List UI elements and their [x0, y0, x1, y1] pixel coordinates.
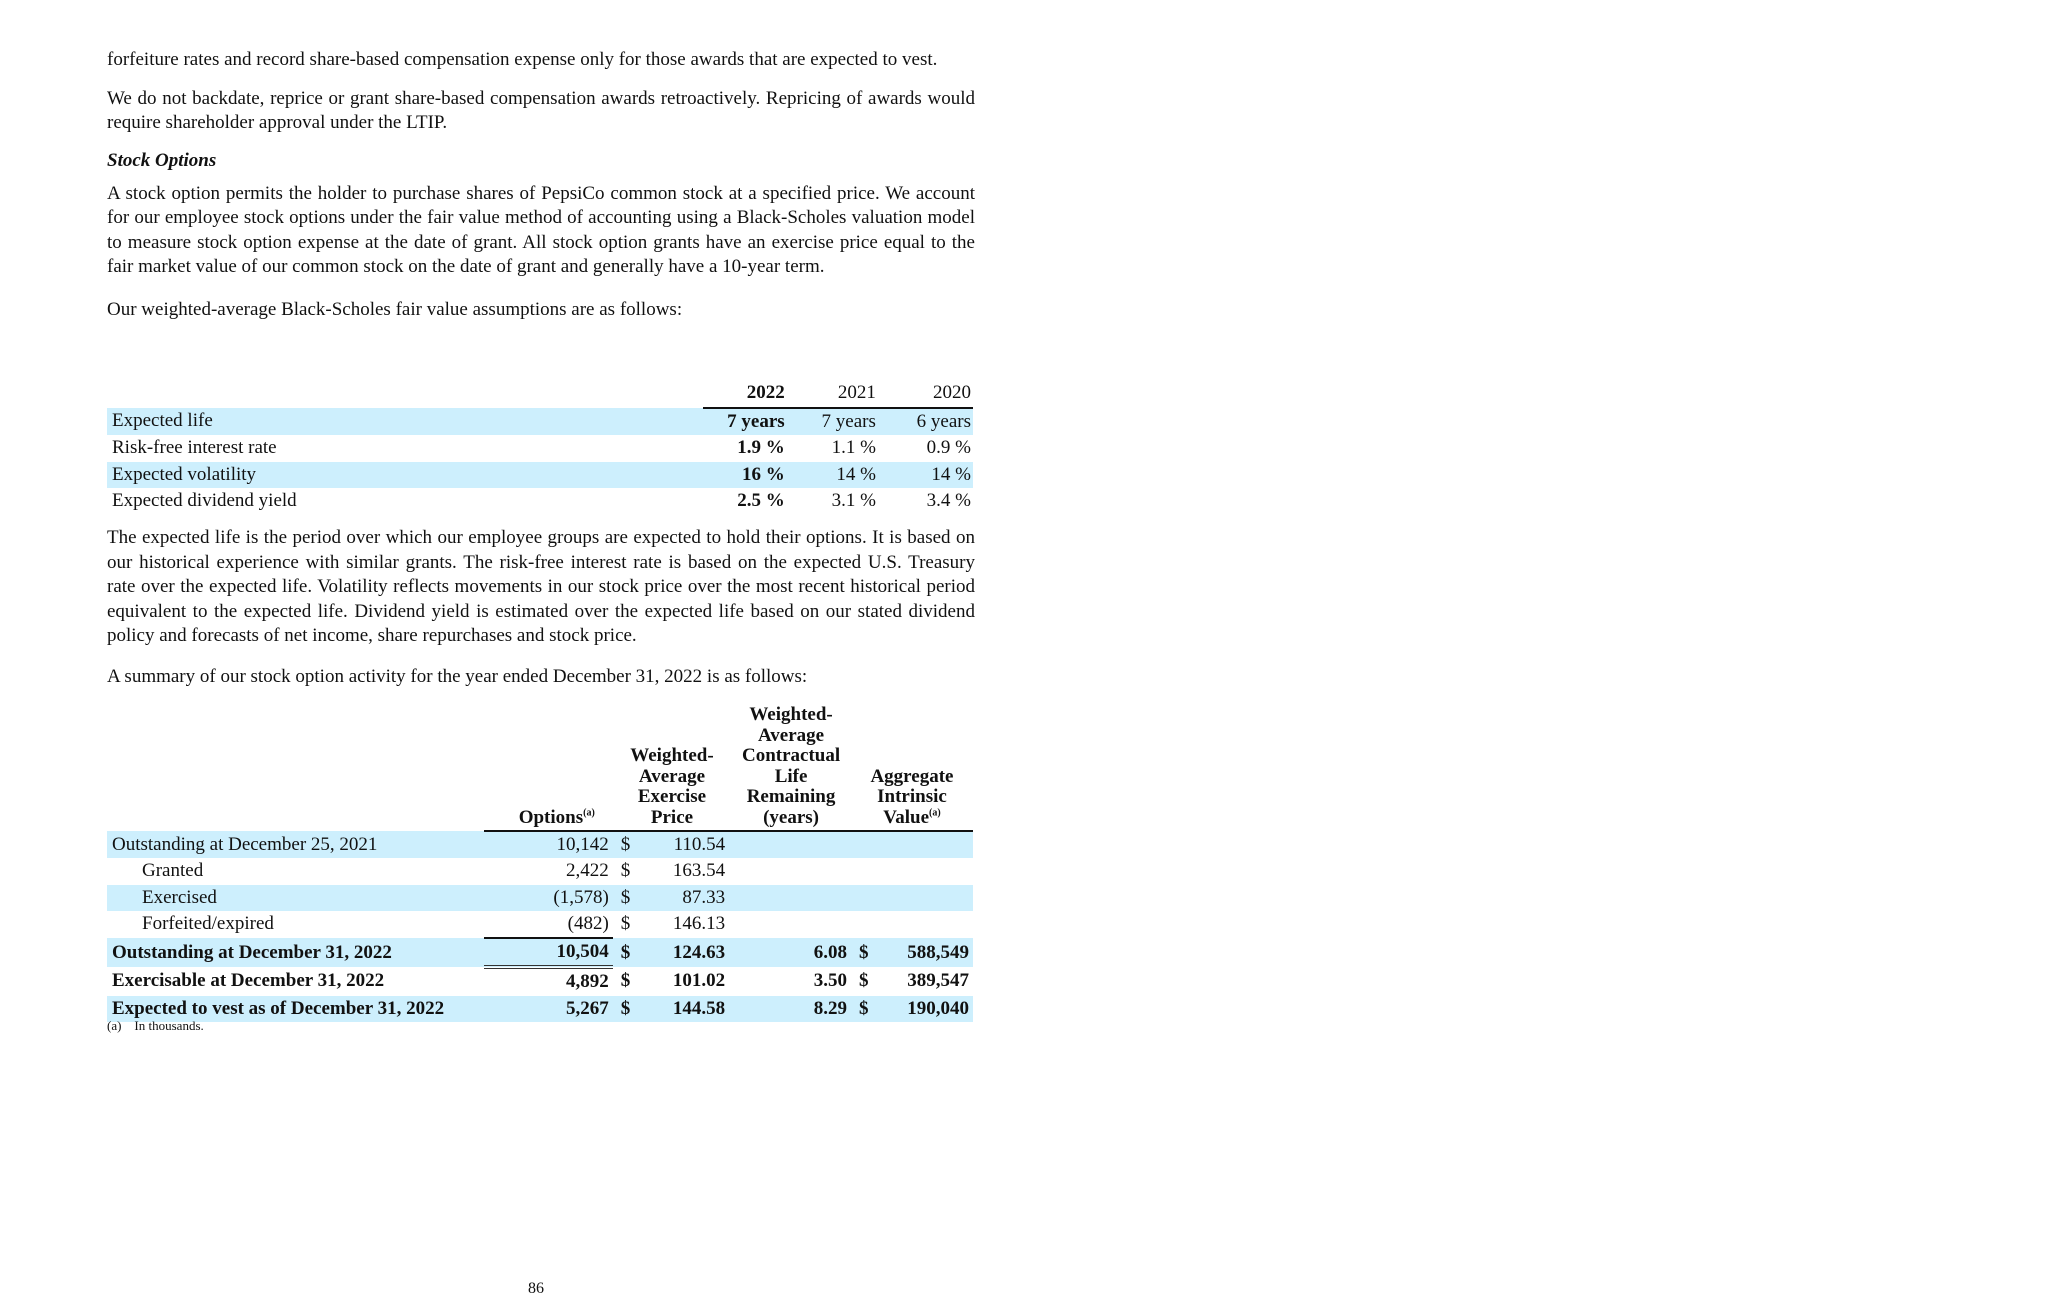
paragraph-forfeiture: forfeiture rates and record share-based compensation expense only for those awards that are expected to vest.	[107, 49, 938, 70]
dollar-sign: $	[620, 997, 631, 1019]
intrinsic-value	[882, 858, 973, 884]
value-2021: 1.1 %	[831, 437, 876, 458]
option-activity-table	[107, 705, 973, 1022]
header-2021: 2021	[789, 380, 876, 408]
dollar-sign: $	[620, 941, 631, 963]
header-2022: 2022	[703, 380, 788, 408]
intrinsic-value	[882, 911, 973, 938]
table-row	[107, 488, 973, 515]
exercise-price-value: 163.54	[672, 860, 726, 882]
dollar-sign: $	[858, 970, 869, 992]
row-label: Risk-free interest rate	[112, 437, 277, 458]
dollar-sign	[851, 831, 882, 858]
table-row	[107, 885, 973, 911]
dollar-sign	[851, 858, 882, 884]
value-2020: 3.4 %	[926, 490, 971, 511]
table-row	[107, 408, 973, 436]
assumptions-table	[107, 380, 973, 515]
options-value: 10,504	[484, 938, 612, 967]
options-value: 10,142	[556, 834, 609, 855]
intrinsic-value: 389,547	[907, 970, 969, 992]
assumptions-header-row	[107, 380, 973, 408]
life-value: 6.08	[813, 941, 847, 963]
life-value	[731, 911, 851, 938]
exercise-price-value: 110.54	[673, 834, 726, 855]
paragraph-repricing: We do not backdate, reprice or grant share-based compensation awards retroactively. Repricing of awards would require shareholder approval under the LTIP.	[107, 87, 975, 133]
table-row	[107, 938, 973, 967]
value-2021: 3.1 %	[831, 490, 876, 511]
life-value	[731, 831, 851, 858]
row-label: Expected volatility	[112, 463, 257, 485]
dollar-sign: $	[620, 860, 631, 882]
dollar-sign: $	[620, 913, 631, 935]
value-2021: 14 %	[836, 463, 876, 485]
table-row	[107, 831, 973, 858]
paragraph-stock-option-definition: A stock option permits the holder to purchase shares of PepsiCo common stock at a specified price. We account for our employee stock options under the fair value method of accounting using a Black-Scholes valuation model to measure stock option expense at the date of grant. All stock option grants have an exercise price equal to the fair market value of our common stock on the date of grant and generally have a 10-year term.	[107, 182, 975, 277]
value-2021: 7 years	[821, 410, 876, 432]
dollar-sign: $	[620, 970, 631, 992]
option-activity-header-row	[107, 705, 973, 831]
document-body	[107, 48, 975, 336]
dollar-sign	[851, 911, 882, 938]
row-label: Exercisable at December 31, 2022	[112, 970, 385, 992]
footnote: (a) In thousands.	[107, 1018, 204, 1033]
value-2020: 14 %	[931, 463, 971, 485]
document-body-middle	[107, 526, 975, 703]
page-number: 86	[528, 1280, 544, 1297]
row-label: Expected dividend yield	[112, 490, 297, 511]
row-label: Expected life	[112, 410, 213, 431]
dollar-sign	[851, 885, 882, 911]
exercise-price-value: 146.13	[672, 913, 726, 935]
dollar-sign: $	[620, 886, 631, 908]
exercise-price-value: 144.58	[672, 997, 726, 1019]
intrinsic-value: 588,549	[907, 941, 969, 963]
value-2020: 0.9 %	[926, 437, 971, 458]
life-value: 3.50	[813, 970, 847, 992]
table-row	[107, 967, 973, 995]
life-value: 8.29	[813, 997, 847, 1019]
dollar-sign: $	[858, 997, 869, 1019]
intrinsic-value	[882, 831, 973, 858]
row-label: Outstanding at December 31, 2022	[112, 941, 392, 963]
value-2020: 6 years	[916, 410, 971, 432]
options-value: 2,422	[566, 860, 609, 882]
header-options: Options$^{(a)}$	[484, 705, 612, 831]
row-label: Exercised	[142, 886, 217, 908]
options-value: 4,892	[566, 971, 609, 993]
paragraph-assumptions-intro: Our weighted-average Black-Scholes fair value assumptions are as follows:	[107, 298, 683, 320]
life-value	[731, 858, 851, 884]
options-value: 5,267	[566, 997, 609, 1019]
value-2022: 7 years	[727, 410, 785, 432]
intrinsic-value	[882, 885, 973, 911]
exercise-price-value: 124.63	[672, 941, 726, 963]
value-2022: 1.9 %	[737, 437, 785, 458]
life-value	[731, 885, 851, 911]
table-row	[107, 996, 973, 1022]
table-row	[107, 858, 973, 884]
dollar-sign: $	[620, 834, 631, 855]
paragraph-expected-life: The expected life is the period over which our employee groups are expected to hold their options. It is based on our historical experience with similar grants. The risk-free interest rate is based on the expected U.S. Treasury rate over the expected life. Volatility reflects movements in our stock price over the most recent historical period equivalent to the expected life. Dividend yield is estimated over the expected life based on our stated dividend policy and forecasts of net income, share repurchases and stock price.	[107, 527, 975, 646]
header-2020: 2020	[876, 380, 973, 408]
row-label: Forfeited/expired	[142, 913, 274, 935]
paragraph-option-activity-intro: A summary of our stock option activity for the year ended December 31, 2022 is as follows:	[107, 665, 808, 687]
table-row	[107, 435, 973, 462]
options-value: (1,578)	[553, 886, 609, 908]
row-label: Granted	[142, 860, 204, 882]
intrinsic-value: 190,040	[907, 997, 969, 1019]
section-heading-stock-options: Stock Options	[107, 149, 217, 171]
row-label: Expected to vest as of December 31, 2022	[112, 997, 445, 1019]
header-contractual-life: Weighted- Average Contractual Life Remaining (years)	[731, 705, 851, 831]
header-exercise-price: Weighted- Average Exercise Price	[613, 705, 731, 831]
exercise-price-value: 101.02	[672, 970, 726, 992]
dollar-sign: $	[858, 941, 869, 963]
exercise-price-value: 87.33	[682, 886, 726, 908]
row-label: Outstanding at December 25, 2021	[112, 833, 378, 855]
table-row	[107, 911, 973, 938]
value-2022: 16 %	[741, 463, 785, 485]
table-row	[107, 462, 973, 489]
options-value: (482)	[484, 911, 612, 938]
value-2022: 2.5 %	[737, 490, 785, 511]
header-intrinsic-value: Aggregate Intrinsic Value$^{(a)}$	[851, 705, 973, 831]
